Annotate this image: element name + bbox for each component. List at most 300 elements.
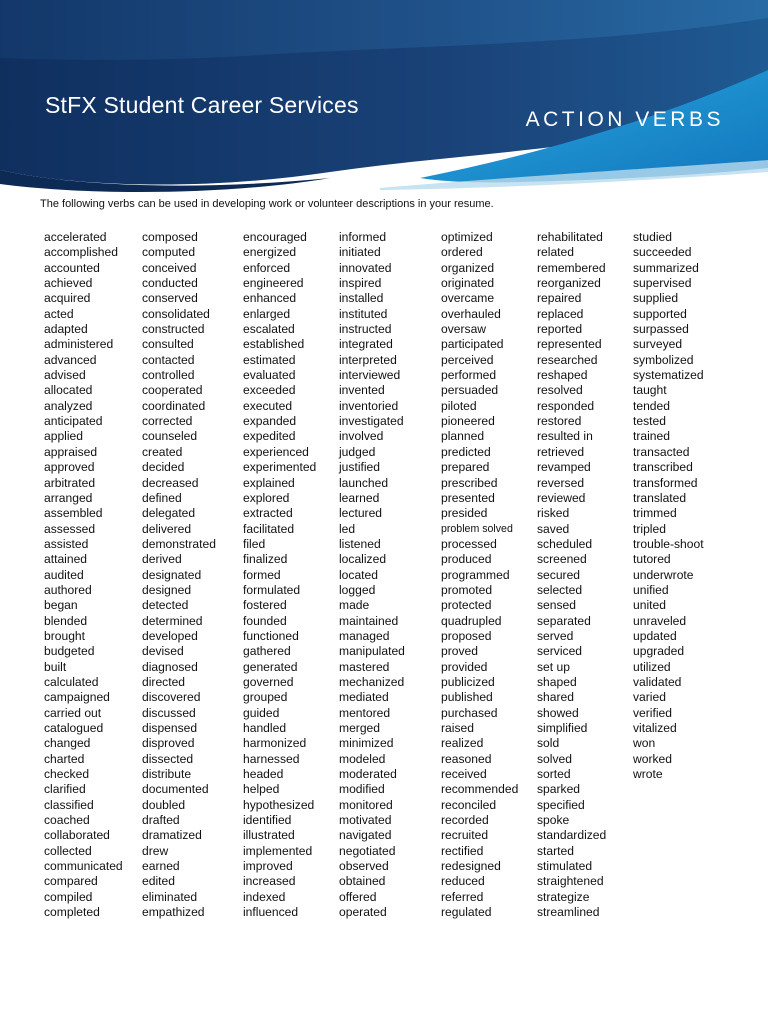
verb-item: accomplished <box>44 245 118 260</box>
verb-item: built <box>44 659 67 674</box>
verb-item: served <box>537 628 574 643</box>
verb-item: formed <box>243 567 281 582</box>
verb-item: perceived <box>441 352 494 367</box>
verb-item: launched <box>339 475 389 490</box>
verb-item: spoke <box>537 813 570 828</box>
verb-column <box>142 230 246 920</box>
verb-item: updated <box>633 628 677 643</box>
verb-item: redesigned <box>441 859 501 874</box>
verb-item: filed <box>243 536 266 551</box>
verb-item: overcame <box>441 291 495 306</box>
verb-item: completed <box>44 905 100 920</box>
verb-item: estimated <box>243 352 296 367</box>
verb-item: justified <box>339 460 381 475</box>
verb-item: transcribed <box>633 460 693 475</box>
verb-item: indexed <box>243 889 286 904</box>
verb-item: arranged <box>44 490 93 505</box>
verb-item: straightened <box>537 874 604 889</box>
verb-item: underwrote <box>633 567 694 582</box>
verb-item: provided <box>441 659 488 674</box>
verb-item: integrated <box>339 337 393 352</box>
verb-item: tested <box>633 414 666 429</box>
verb-item: attained <box>44 552 88 567</box>
verb-item: informed <box>339 230 387 244</box>
verb-item: classified <box>44 797 94 812</box>
verb-item: demonstrated <box>142 536 216 551</box>
verb-item: streamlined <box>537 905 600 920</box>
verb-item: accounted <box>44 260 100 275</box>
verb-item: utilized <box>633 659 671 674</box>
verb-item: sorted <box>537 767 571 782</box>
verb-item: composed <box>142 230 198 244</box>
verb-item: carried out <box>44 705 102 720</box>
verb-item: participated <box>441 337 504 352</box>
verb-item: consolidated <box>142 306 210 321</box>
verb-item: surveyed <box>633 337 683 352</box>
verb-item: coached <box>44 813 90 828</box>
verb-item: checked <box>44 767 90 782</box>
verb-item: mechanized <box>339 674 405 689</box>
verb-item: judged <box>339 444 376 459</box>
verb-columns <box>0 230 768 930</box>
verb-item: applied <box>44 429 84 444</box>
verb-item: led <box>339 521 356 536</box>
verb-item: recorded <box>441 813 489 828</box>
verb-item: planned <box>441 429 485 444</box>
verb-item: protected <box>441 598 492 613</box>
verb-item: made <box>339 598 370 613</box>
verb-item: diagnosed <box>142 659 198 674</box>
verb-item: interviewed <box>339 368 401 383</box>
verb-item: devised <box>142 644 184 659</box>
verb-item: unified <box>633 582 669 597</box>
verb-item: saved <box>537 521 570 536</box>
verb-item: piloted <box>441 398 477 413</box>
verb-item: escalated <box>243 322 295 337</box>
verb-item: arbitrated <box>44 475 96 490</box>
verb-item: screened <box>537 552 587 567</box>
verb-item: reported <box>537 322 583 337</box>
verb-item: adapted <box>44 322 88 337</box>
verb-item: supervised <box>633 276 692 291</box>
verb-item: anticipated <box>44 414 103 429</box>
verb-item: illustrated <box>243 828 295 843</box>
verb-item: decided <box>142 460 185 475</box>
verb-item: inspired <box>339 276 382 291</box>
verb-item: publicized <box>441 674 495 689</box>
verb-item: reduced <box>441 874 485 889</box>
verb-item: enforced <box>243 260 291 275</box>
verb-item: performed <box>441 368 497 383</box>
verb-item: acquired <box>44 291 91 306</box>
verb-item: revamped <box>537 460 591 475</box>
verb-item: changed <box>44 736 91 751</box>
verb-item: studied <box>633 230 672 244</box>
verb-item: fostered <box>243 598 287 613</box>
verb-item: authored <box>44 582 92 597</box>
verb-item: recruited <box>441 828 489 843</box>
verb-item: charted <box>44 751 85 766</box>
verb-item: systematized <box>633 368 704 383</box>
verb-item: surpassed <box>633 322 689 337</box>
verb-item: delivered <box>142 521 192 536</box>
verb-item: trouble-shoot <box>633 536 704 551</box>
org-title: StFX Student Career Services <box>45 92 359 118</box>
verb-item: merged <box>339 721 381 735</box>
verb-item: investigated <box>339 414 404 429</box>
verb-item: proved <box>441 644 478 659</box>
verb-item: tutored <box>633 552 671 567</box>
verb-item: compiled <box>44 889 93 904</box>
verb-item: upgraded <box>633 644 685 659</box>
verb-item: instituted <box>339 306 388 321</box>
verb-item: catalogued <box>44 721 104 735</box>
verb-item: remembered <box>537 260 606 275</box>
verb-item: minimized <box>339 736 394 751</box>
verb-item: retrieved <box>537 444 585 459</box>
header-banner <box>0 0 768 200</box>
verb-item: assessed <box>44 521 96 536</box>
verb-item: supported <box>633 306 687 321</box>
verb-item: trimmed <box>633 506 677 521</box>
verb-item: executed <box>243 398 293 413</box>
verb-item: managed <box>339 628 390 643</box>
verb-item: doubled <box>142 797 186 812</box>
verb-item: lectured <box>339 506 383 521</box>
verb-item: edited <box>142 874 175 889</box>
verb-item: administered <box>44 337 114 352</box>
verb-item: discovered <box>142 690 201 705</box>
verb-item: analyzed <box>44 398 93 413</box>
verb-column <box>537 230 641 920</box>
verb-item: presented <box>441 490 495 505</box>
verb-item: campaigned <box>44 690 110 705</box>
verb-item: varied <box>633 690 666 705</box>
verb-item: separated <box>537 613 591 628</box>
verb-column <box>243 230 347 920</box>
verb-item: communicated <box>44 859 123 874</box>
verb-item: eliminated <box>142 889 198 904</box>
verb-item: dissected <box>142 751 194 766</box>
verb-item: worked <box>633 751 672 766</box>
verb-item: identified <box>243 813 292 828</box>
verb-item: optimized <box>441 230 493 244</box>
verb-item: functioned <box>243 628 299 643</box>
verb-item: computed <box>142 245 196 260</box>
verb-item: scheduled <box>537 536 593 551</box>
verb-item: collaborated <box>44 828 110 843</box>
verb-item: acted <box>44 306 74 321</box>
verb-item: manipulated <box>339 644 405 659</box>
verb-item: enhanced <box>243 291 297 306</box>
verb-item: transacted <box>633 444 690 459</box>
verb-item: programmed <box>441 567 510 582</box>
verb-item: involved <box>339 429 384 444</box>
verb-item: harmonized <box>243 736 307 751</box>
verb-item: started <box>537 843 574 858</box>
verb-item: empathized <box>142 905 205 920</box>
verb-item: restored <box>537 414 582 429</box>
verb-item: prepared <box>441 460 490 475</box>
verb-item: regulated <box>441 905 492 920</box>
verb-item: united <box>633 598 666 613</box>
verb-item: sensed <box>537 598 576 613</box>
verb-item: generated <box>243 659 298 674</box>
verb-item: energized <box>243 245 297 260</box>
verb-item: allocated <box>44 383 93 398</box>
verb-item: explained <box>243 475 295 490</box>
verb-item: specified <box>537 797 585 812</box>
verb-item: mastered <box>339 659 390 674</box>
verb-item: cooperated <box>142 383 203 398</box>
verb-item: rehabilitated <box>537 230 603 244</box>
verb-item: reorganized <box>537 276 601 291</box>
verb-item: conducted <box>142 276 198 291</box>
verb-item: advanced <box>44 352 97 367</box>
verb-item: serviced <box>537 644 583 659</box>
verb-item: explored <box>243 490 290 505</box>
verb-item: supplied <box>633 291 679 306</box>
verb-item: translated <box>633 490 687 505</box>
verb-item: contacted <box>142 352 195 367</box>
verb-item: reshaped <box>537 368 588 383</box>
verb-item: represented <box>537 337 602 352</box>
verb-item: directed <box>142 674 186 689</box>
verb-item: dispensed <box>142 721 198 735</box>
verb-item: succeeded <box>633 245 692 260</box>
verb-item: accelerated <box>44 230 107 244</box>
verb-item: encouraged <box>243 230 307 244</box>
verb-column <box>441 230 545 920</box>
verb-item: resolved <box>537 383 583 398</box>
verb-item: designed <box>142 582 192 597</box>
verb-item: reasoned <box>441 751 492 766</box>
verb-item: repaired <box>537 291 582 306</box>
verb-item: set up <box>537 659 570 674</box>
verb-item: taught <box>633 383 667 398</box>
verb-item: oversaw <box>441 322 487 337</box>
verb-item: exceeded <box>243 383 296 398</box>
verb-item: predicted <box>441 444 491 459</box>
verb-item: received <box>441 767 487 782</box>
verb-item: tripled <box>633 521 666 536</box>
verb-item: grouped <box>243 690 288 705</box>
verb-column <box>44 230 148 920</box>
verb-item: localized <box>339 552 387 567</box>
verb-item: strategize <box>537 889 590 904</box>
verb-item: implemented <box>243 843 313 858</box>
verb-item: ordered <box>441 245 483 260</box>
verb-item: calculated <box>44 674 99 689</box>
verb-item: interpreted <box>339 352 397 367</box>
verb-item: approved <box>44 460 95 475</box>
verb-column <box>633 230 737 782</box>
verb-item: blended <box>44 613 88 628</box>
verb-item: tended <box>633 398 670 413</box>
verb-item: observed <box>339 859 389 874</box>
verb-item: modeled <box>339 751 386 766</box>
verb-item: assisted <box>44 536 89 551</box>
verb-item: showed <box>537 705 579 720</box>
verb-item: derived <box>142 552 182 567</box>
verb-item: presided <box>441 506 488 521</box>
verb-item: responded <box>537 398 595 413</box>
verb-item: dramatized <box>142 828 202 843</box>
verb-item: solved <box>537 751 572 766</box>
verb-item: expedited <box>243 429 296 444</box>
verb-item: distribute <box>142 767 192 782</box>
verb-item: designated <box>142 567 202 582</box>
verb-item: problem solved <box>441 522 513 535</box>
verb-item: established <box>243 337 305 352</box>
verb-item: corrected <box>142 414 193 429</box>
verb-item: handled <box>243 721 287 735</box>
verb-item: experimented <box>243 460 317 475</box>
verb-item: inventoried <box>339 398 399 413</box>
verb-item: governed <box>243 674 294 689</box>
verb-item: reversed <box>537 475 585 490</box>
verb-item: invented <box>339 383 385 398</box>
verb-item: assembled <box>44 506 103 521</box>
verb-item: trained <box>633 429 670 444</box>
verb-item: researched <box>537 352 598 367</box>
verb-item: decreased <box>142 475 199 490</box>
verb-item: developed <box>142 628 198 643</box>
verb-item: secured <box>537 567 581 582</box>
verb-item: promoted <box>441 582 493 597</box>
verb-item: prescribed <box>441 475 498 490</box>
verb-item: gathered <box>243 644 291 659</box>
verb-item: innovated <box>339 260 392 275</box>
verb-item: brought <box>44 628 86 643</box>
verb-item: resulted in <box>537 429 593 444</box>
verb-item: sparked <box>537 782 581 797</box>
verb-item: founded <box>243 613 287 628</box>
verb-item: listened <box>339 536 381 551</box>
verb-item: motivated <box>339 813 392 828</box>
verb-item: improved <box>243 859 293 874</box>
verb-item: created <box>142 444 183 459</box>
verb-item: mediated <box>339 690 389 705</box>
verb-item: located <box>339 567 378 582</box>
verb-item: simplified <box>537 721 588 735</box>
verb-item: related <box>537 245 574 260</box>
verb-item: symbolized <box>633 352 694 367</box>
verb-item: rectified <box>441 843 484 858</box>
verb-item: disproved <box>142 736 195 751</box>
verb-item: pioneered <box>441 414 495 429</box>
verb-item: summarized <box>633 260 699 275</box>
verb-item: obtained <box>339 874 386 889</box>
verb-item: reconciled <box>441 797 497 812</box>
verb-item: enlarged <box>243 306 291 321</box>
verb-item: advised <box>44 368 86 383</box>
verb-item: operated <box>339 905 387 920</box>
verb-item: influenced <box>243 905 299 920</box>
verb-item: organized <box>441 260 495 275</box>
verb-item: documented <box>142 782 209 797</box>
verb-item: mentored <box>339 705 391 720</box>
verb-item: shared <box>537 690 574 705</box>
verb-item: detected <box>142 598 189 613</box>
verb-item: initiated <box>339 245 381 260</box>
verb-item: navigated <box>339 828 392 843</box>
verb-item: conceived <box>142 260 197 275</box>
verb-item: compared <box>44 874 98 889</box>
verb-item: evaluated <box>243 368 296 383</box>
verb-item: sold <box>537 736 560 751</box>
verb-item: originated <box>441 276 495 291</box>
verb-item: determined <box>142 613 203 628</box>
verb-item: moderated <box>339 767 397 782</box>
verb-item: wrote <box>633 767 663 782</box>
verb-item: reviewed <box>537 490 586 505</box>
verb-item: conserved <box>142 291 198 306</box>
verb-item: audited <box>44 567 84 582</box>
verb-item: finalized <box>243 552 288 567</box>
verb-item: delegated <box>142 506 196 521</box>
verb-item: proposed <box>441 628 492 643</box>
verb-item: stimulated <box>537 859 593 874</box>
verb-item: negotiated <box>339 843 396 858</box>
intro-text: The following verbs can be used in developing work or volunteer descriptions in your resume. <box>40 198 494 210</box>
verb-item: clarified <box>44 782 86 797</box>
verb-item: controlled <box>142 368 195 383</box>
verb-item: experienced <box>243 444 309 459</box>
verb-item: coordinated <box>142 398 206 413</box>
verb-item: began <box>44 598 78 613</box>
verb-item: vitalized <box>633 721 677 735</box>
verb-item: won <box>633 736 656 751</box>
verb-item: drafted <box>142 813 180 828</box>
verb-item: purchased <box>441 705 498 720</box>
verb-item: budgeted <box>44 644 95 659</box>
verb-item: guided <box>243 705 280 720</box>
verb-item: helped <box>243 782 280 797</box>
verb-item: offered <box>339 889 377 904</box>
verb-item: transformed <box>633 475 698 490</box>
verb-item: extracted <box>243 506 293 521</box>
verb-item: collected <box>44 843 92 858</box>
verb-item: drew <box>142 843 169 858</box>
verb-item: verified <box>633 705 672 720</box>
verb-item: validated <box>633 674 682 689</box>
verb-item: hypothesized <box>243 797 315 812</box>
verb-item: monitored <box>339 797 393 812</box>
verb-item: raised <box>441 721 474 735</box>
verb-item: replaced <box>537 306 584 321</box>
verb-item: discussed <box>142 705 196 720</box>
verb-item: recommended <box>441 782 519 797</box>
page-title: ACTION VERBS <box>525 108 724 131</box>
verb-item: harnessed <box>243 751 300 766</box>
verb-item: consulted <box>142 337 194 352</box>
verb-item: published <box>441 690 493 705</box>
verb-item: engineered <box>243 276 304 291</box>
verb-item: persuaded <box>441 383 499 398</box>
verb-column <box>339 230 443 920</box>
verb-item: headed <box>243 767 284 782</box>
verb-item: standardized <box>537 828 607 843</box>
verb-item: expanded <box>243 414 297 429</box>
verb-item: maintained <box>339 613 399 628</box>
verb-item: achieved <box>44 276 93 291</box>
verb-item: facilitated <box>243 521 295 536</box>
verb-item: unraveled <box>633 613 687 628</box>
verb-item: instructed <box>339 322 392 337</box>
verb-item: selected <box>537 582 583 597</box>
verb-item: produced <box>441 552 492 567</box>
